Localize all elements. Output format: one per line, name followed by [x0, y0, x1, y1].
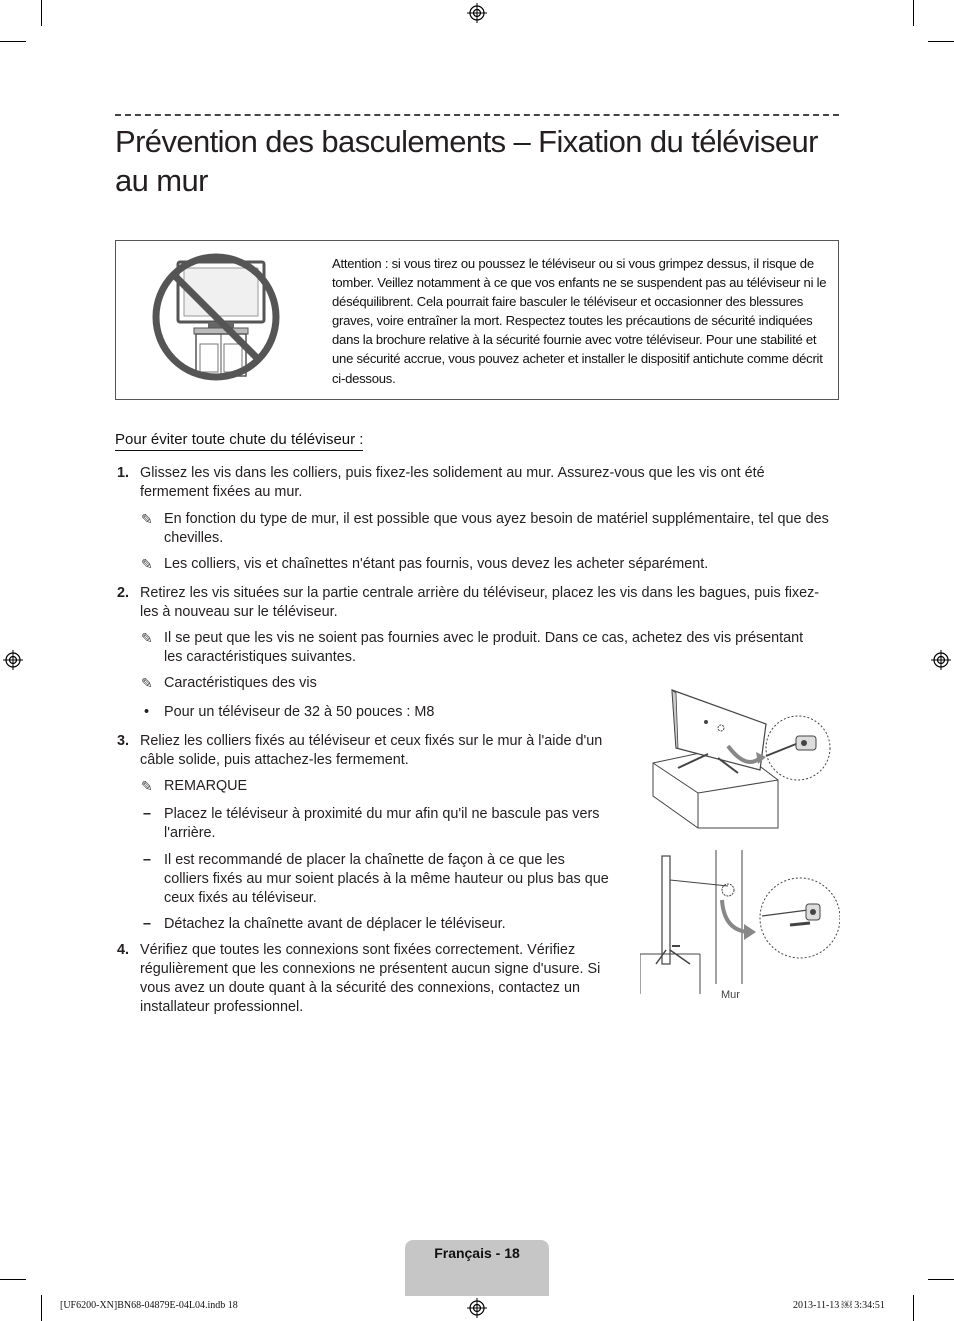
tv-bracket-illustration [648, 688, 833, 833]
note-icon: ✎ [141, 511, 153, 527]
dash-icon: – [143, 916, 152, 932]
print-slug-left: [UF6200-XN]BN68-04879E-04L04.indb 18 [60, 1300, 238, 1311]
registration-mark-icon [931, 650, 951, 670]
registration-mark-icon [467, 3, 487, 23]
note-text: Il se peut que les vis ne soient pas fournies avec le produit. Dans ce cas, achetez des vis présentant les caractéristiques suivantes. [164, 630, 804, 665]
crop-mark [928, 41, 954, 42]
crop-mark [0, 1279, 26, 1280]
note-text: En fonction du type de mur, il est possible que vous ayez besoin de matériel supplémentaire, tel que des chevilles. [164, 511, 829, 546]
step-text: Reliez les colliers fixés au téléviseur et ceux fixés sur le mur à l'aide d'un câble solide, puis attachez-les fermement. [140, 733, 603, 768]
note-icon: ✎ [141, 556, 153, 572]
step-number: 3. [117, 733, 130, 749]
note-heading: REMARQUE [164, 778, 248, 794]
dash-icon: – [143, 852, 152, 868]
registration-mark-icon [3, 650, 23, 670]
note-icon: ✎ [141, 675, 153, 691]
crop-mark [0, 41, 26, 42]
note-text: Les colliers, vis et chaînettes n'étant pas fournis, vous devez les acheter séparément. [164, 556, 709, 572]
no-climbing-tv-icon [148, 252, 284, 382]
crop-mark [928, 1279, 954, 1280]
step-text: Glissez les vis dans les colliers, puis fixez-les solidement au mur. Assurez-vous que les vis ont été fermement fixées au mur. [140, 465, 765, 500]
step-number: 4. [117, 942, 130, 958]
print-slug-right: 2013-11-13 ￼ 3:34:51 [793, 1300, 885, 1311]
dash-icon: – [143, 806, 152, 822]
wall-label: Mur [721, 989, 740, 1001]
step-text: Retirez les vis situées sur la partie centrale arrière du téléviseur, placez les vis dans les bagues, puis fixez-les à nouveau sur le téléviseur. [140, 585, 820, 620]
note-text: Caractéristiques des vis [164, 675, 317, 691]
wall-chain-illustration [640, 850, 840, 995]
title-rule [115, 114, 839, 116]
section-subheading: Pour éviter toute chute du téléviseur : [115, 430, 363, 451]
bullet-icon: • [144, 704, 150, 720]
step-number: 1. [117, 465, 130, 481]
crop-mark [41, 1295, 42, 1321]
crop-mark [913, 1295, 914, 1321]
registration-mark-icon [467, 1298, 487, 1318]
dash-text: Il est recommandé de placer la chaînette de façon à ce que les colliers fixés au mur soient placés à la même hauteur ou plus bas que ceux fixés au téléviseur. [164, 852, 609, 906]
step-number: 2. [117, 585, 130, 601]
note-icon: ✎ [141, 630, 153, 646]
page-title: Prévention des basculements – Fixation du téléviseur au mur [115, 124, 818, 198]
page-number: Français - 18 [434, 1245, 520, 1261]
note-icon: ✎ [141, 778, 153, 794]
warning-text: Attention : si vous tirez ou poussez le téléviseur ou si vous grimpez dessus, il risque de tomber. Veillez notamment à ce que vos enfants ne se suspendent pas au téléviseur ni le déséquilibrent. Cela pourrait faire basculer le téléviseur et occasionner des blessures graves, voire entraîner la mort. Respectez toutes les précautions de sécurité indiquées dans la brochure relative à la sécurité fournie avec votre téléviseur. Pour une stabilité et une sécurité accrue, vous pouvez acheter et installer le dispositif antichute comme décrit ci-dessous. [332, 256, 827, 386]
step-text: Vérifiez que toutes les connexions sont fixées correctement. Vérifiez régulièrement que les connexions ne présentent aucun signe d'usure. Si vous avez un doute quant à la sécurité des connexions, contactez un installateur professionnel. [140, 942, 601, 1015]
crop-mark [41, 0, 42, 26]
crop-mark [913, 0, 914, 26]
bullet-text: Pour un téléviseur de 32 à 50 pouces : M8 [164, 704, 435, 720]
dash-text: Détachez la chaînette avant de déplacer le téléviseur. [164, 916, 506, 932]
dash-text: Placez le téléviseur à proximité du mur afin qu'il ne bascule pas vers l'arrière. [164, 806, 600, 841]
